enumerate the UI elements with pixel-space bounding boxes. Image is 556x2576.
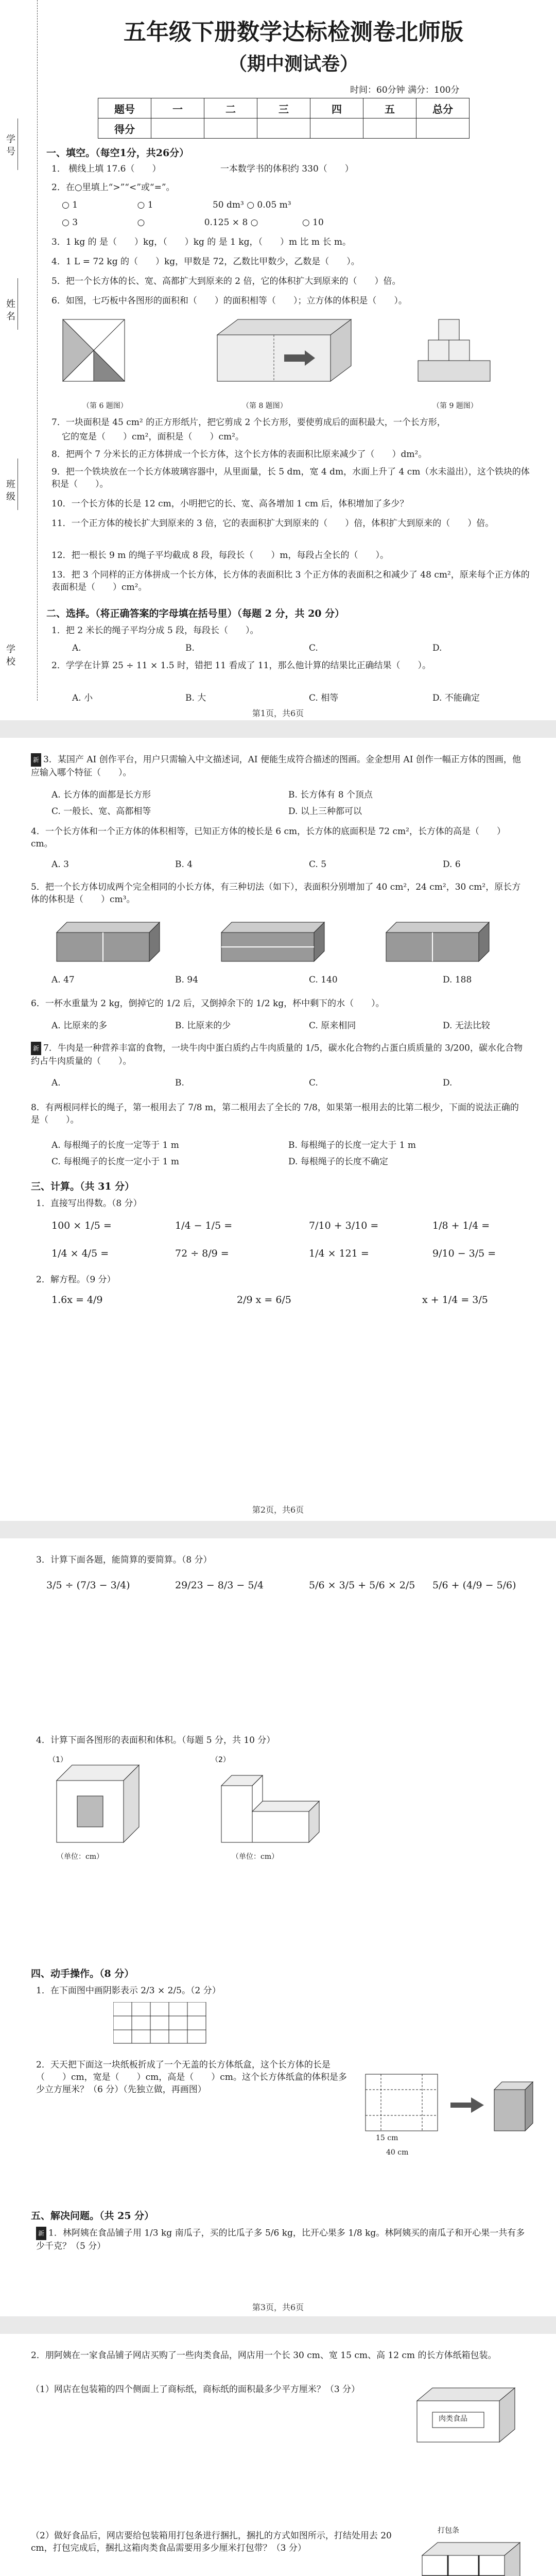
calc-item: 1/8 + 1/4 = <box>432 1220 490 1231</box>
question-text: 3．某国产 AI 创作平台，用户只需输入中文描述词，AI 便能生成符合描述的图画。金金想用 AI 创作一幅正方体的图画，他应输入哪个特征（ ）。 <box>31 754 521 778</box>
cube-with-hole-figure <box>48 1756 139 1842</box>
choice-option[interactable]: B. <box>185 643 195 653</box>
calc-item: 5/6 × 3/5 + 5/6 × 2/5 <box>309 1580 415 1591</box>
score-header: 二 <box>204 98 257 118</box>
calc-item: 1/4 × 121 = <box>309 1248 369 1259</box>
question-5: 5．把一个长方体的长、宽、高都扩大到原来的 2 倍，它的体积扩大到原来的（ ）倍。 <box>51 276 401 286</box>
equation: 1.6x = 4/9 <box>51 1294 103 1306</box>
strap-label: 打包条 <box>438 2527 459 2535</box>
choice-option[interactable]: B. 大 <box>185 693 206 703</box>
student-info-sidebar <box>0 0 38 701</box>
calc-1-title: 1．直接写出得数。（8 分） <box>36 1198 142 1209</box>
compare-item: ○ 1 <box>137 200 153 210</box>
question-12: 12．把一根长 9 m 的绳子平均截成 8 段，每段长（ ）m，每段占全长的（ ）。 <box>51 550 389 561</box>
l-shape-figure <box>211 1756 319 1842</box>
cuboid-cut-2 <box>221 922 324 961</box>
strapped-box-figure <box>417 2530 530 2576</box>
exam-title: 五年级下册数学达标检测卷北师版 <box>124 19 463 45</box>
choice-option[interactable]: C. <box>309 1078 318 1088</box>
choice-option[interactable]: D. 以上三种都可以 <box>288 806 362 817</box>
section-2-heading: 二、选择。（将正确答案的字母填在括号里）（每题 2 分，共 20 分） <box>46 608 345 619</box>
page-1 <box>0 0 556 720</box>
section-3-heading: 三、计算。（共 31 分） <box>31 1181 135 1192</box>
problem-1 <box>36 2227 530 2252</box>
score-header: 五 <box>363 98 416 118</box>
score-header: 总分 <box>416 98 470 118</box>
compare-item: 50 dm³ ○ 0.05 m³ <box>212 200 291 210</box>
cube-stack-figure <box>418 319 490 381</box>
question-1 <box>51 163 354 175</box>
question-2-row1 <box>62 199 291 211</box>
score-header: 四 <box>310 98 363 118</box>
score-header: 三 <box>257 98 310 118</box>
page-number: 第1页，共6页 <box>252 708 304 718</box>
cuboid-cut-3 <box>386 922 489 961</box>
choice-option[interactable]: B. <box>175 1078 184 1088</box>
choice-option[interactable]: C. <box>309 643 318 653</box>
choice-question-2: 2．学学在计算 25 ÷ 11 × 1.5 时，错把 11 看成了 11，那么他计算的结果比正确结果（ ）。 <box>51 660 431 671</box>
section-1-heading: 一、填空。（每空1分，共26分） <box>46 147 189 159</box>
calc-item: 5/6 + (4/9 − 5/6) <box>432 1580 516 1591</box>
figure-caption: （第 8 题图） <box>242 402 287 410</box>
page-2 <box>0 738 556 1521</box>
page-3 <box>0 1538 556 2316</box>
page-number: 第3页，共6页 <box>252 2302 304 2312</box>
new-badge: 新 <box>31 753 41 767</box>
unit-label: （单位：cm） <box>57 1853 104 1861</box>
question-10: 10．一个长方体的长是 12 cm，小明把它的长、宽、高各增加 1 cm 后，体积增加了多少？ <box>51 499 409 509</box>
score-cell[interactable] <box>151 118 204 139</box>
cuboid-figure <box>217 319 351 381</box>
question-8: 8．把两个 7 分米长的正方体拼成一个长方体，这个长方体的表面积比原来减少了（ ）dm²。 <box>51 449 427 460</box>
calc-item: 9/10 − 3/5 = <box>432 1248 496 1259</box>
question-part: 横线上填 17.6（ ） <box>68 164 161 174</box>
choice-question-7 <box>31 1042 525 1067</box>
calc-4-title: 4．计算下面各图形的表面积和体积。（每题 5 分，共 10 分） <box>36 1735 275 1745</box>
choice-option[interactable]: C. 一般长、宽、高都相等 <box>51 806 151 817</box>
choice-option[interactable]: A. <box>72 643 81 653</box>
question-text: 7．牛肉是一种营养丰富的食物，一块牛肉中蛋白质约占牛肉质量的 1/5，碳水化合物约占蛋白质质量的 3/200，碳水化合物约占牛肉质量的（ ）。 <box>31 1043 523 1066</box>
choice-question-3 <box>31 753 525 779</box>
new-badge: 新 <box>36 2227 46 2240</box>
cuboid-cut-1 <box>57 922 160 961</box>
choice-option[interactable]: D. <box>432 643 442 653</box>
side-label-id: 学号 <box>5 134 15 159</box>
choice-option[interactable]: A. 比原来的多 <box>51 1021 108 1031</box>
grid-cells <box>113 2002 206 2043</box>
box-label: 肉类食品 <box>439 2415 467 2423</box>
choice-option[interactable]: B. 94 <box>175 975 198 985</box>
page-gap <box>0 2316 556 2334</box>
side-line <box>18 459 19 510</box>
score-table <box>98 98 470 139</box>
calc-item: 3/5 ÷ (7/3 − 3/4) <box>46 1580 130 1591</box>
figure-caption: （第 9 题图） <box>432 402 478 410</box>
side-label-name: 姓名 <box>5 299 15 324</box>
shading-grid[interactable] <box>113 2002 216 2046</box>
choice-question-5: 5．把一个长方体切成两个完全相同的小长方体，有三种切法（如下），表面积分别增加了 40 cm²，24 cm²，30 cm²，原长方体的体积是（ ）cm³。 <box>31 882 521 905</box>
score-header: 一 <box>151 98 204 118</box>
page-number: 第2页，共6页 <box>252 1505 304 1515</box>
score-label: 得分 <box>98 118 151 139</box>
choice-option[interactable]: D. 188 <box>443 975 472 985</box>
question-2-row2 <box>62 216 324 229</box>
score-header-row <box>98 98 470 118</box>
page-4 <box>0 2334 556 2576</box>
calc-item: 1/4 × 4/5 = <box>51 1248 109 1259</box>
calc-item: 29/23 − 8/3 − 5/4 <box>175 1580 264 1591</box>
score-cell[interactable] <box>204 118 257 139</box>
side-label-class: 班级 <box>5 479 15 504</box>
cut-cuboids-figure <box>51 917 515 967</box>
page-gap <box>0 1521 556 1538</box>
calc-item: 1/4 − 1/5 = <box>175 1220 233 1231</box>
choice-option[interactable]: D. 不能确定 <box>432 693 480 703</box>
svg-text:（2）: （2） <box>211 1756 230 1764</box>
problem-2-part-1: （1）网店在包装箱的四个侧面上了商标纸，商标纸的面积最多少平方厘米？（3 分） <box>31 2384 360 2395</box>
question-9: 9．把一个铁块放在一个长方体玻璃容器中，从里面量，长 5 dm，宽 4 dm，水面上升了 4 cm（水未溢出），这个铁块的体积是（ ）。 <box>51 467 530 489</box>
question-number: 1． <box>51 164 66 174</box>
choice-option[interactable]: A. 长方体的面都是长方形 <box>51 790 151 800</box>
solid-figures <box>46 1755 335 1848</box>
choice-option[interactable]: A. 小 <box>72 693 93 703</box>
side-line <box>18 278 19 330</box>
equation: x + 1/4 = 3/5 <box>422 1294 488 1306</box>
question-7-cont: 它的宽是（ ）cm²，面积是（ ）cm²。 <box>62 432 244 442</box>
choice-option[interactable]: C. 原来相同 <box>309 1021 356 1031</box>
calc-2-title: 2．解方程。（9 分） <box>36 1275 116 1285</box>
side-line <box>18 118 19 170</box>
choice-option[interactable]: B. 4 <box>175 859 193 870</box>
box-figure <box>412 2380 525 2447</box>
problem-2-part-2: （2）做好食品后，网店要给包装箱用打包条进行捆扎，捆扎的方式如图所示，打结处用去 20 cm，打包完成后，捆扎这箱肉类食品需要用多少厘米打包带？（3 分） <box>31 2531 392 2553</box>
choice-question-8: 8．有两根同样长的绳子，第一根用去了 7/8 m，第二根用去了全长的 7/8，如果第一根用去的比第二根少，下面的说法正确的是（ ）。 <box>31 1103 519 1125</box>
compare-item: 0.125 × 8 ○ <box>204 217 258 228</box>
compare-item: ○ 10 <box>302 217 324 228</box>
score-cell[interactable] <box>416 118 470 139</box>
section-4-heading: 四、动手操作。（8 分） <box>31 1968 134 1979</box>
choice-option[interactable]: D. 无法比较 <box>443 1021 490 1031</box>
choice-question-6: 6．一杯水重量为 2 kg，倒掉它的 1/2 后，又倒掉余下的 1/2 kg，杯中剩下的水（ ）。 <box>31 998 385 1009</box>
question-part: 一本数学书的体积约 330（ ） <box>220 164 354 174</box>
question-2: 2．在○里填上“>”“<”或“=”。 <box>51 182 175 193</box>
calc-item: 72 ÷ 8/9 = <box>175 1248 229 1259</box>
choice-option[interactable]: A. 3 <box>51 859 69 870</box>
compare-item: ○ 1 <box>62 200 78 210</box>
choice-option[interactable]: D. 6 <box>443 859 461 870</box>
exam-subtitle: （期中测试卷） <box>228 53 358 75</box>
problem-2: 2．朋阿姨在一家食品铺子网店买购了一些肉类食品，网店用一个长 30 cm、宽 15 cm、高 12 cm 的长方体纸箱包装。 <box>31 2350 497 2361</box>
svg-text:（1）: （1） <box>48 1756 67 1764</box>
question-7: 7．一块面积是 45 cm² 的正方形纸片，把它剪成 2 个长方形，要使剪成后的面积最大，一个长方形， <box>51 417 446 428</box>
page-gap <box>0 720 556 738</box>
question-11: 11．一个正方体的棱长扩大到原来的 3 倍，它的表面积扩大到原来的（ ）倍，体积扩大到原来的（ ）倍。 <box>51 518 494 529</box>
choice-option[interactable]: C. 相等 <box>309 693 339 703</box>
dimension-label: 40 cm <box>386 2148 409 2157</box>
question-4: 4．1 L = 72 kg 的（ ）kg，甲数是 72，乙数比甲数少，乙数是（ ）。 <box>51 257 360 267</box>
operation-1: 1．在下面图中画阴影表示 2/3 × 2/5。（2 分） <box>36 1986 221 1996</box>
figure-caption: （第 6 题图） <box>82 402 128 410</box>
choice-option[interactable]: B. 长方体有 8 个顶点 <box>288 790 373 800</box>
question-3: 3．1 kg 的 是（ ）kg，（ ）kg 的 是 1 kg，（ ）m 比 m 长 m。 <box>51 237 351 247</box>
score-cell[interactable] <box>310 118 363 139</box>
choice-option[interactable]: C. 每根绳子的长度一定小于 1 m <box>51 1157 179 1167</box>
choice-question-4: 4．一个长方体和一个正方体的体积相等，已知正方体的棱长是 6 cm，长方体的底面积是 72 cm²，长方体的高是（ ）cm。 <box>31 826 506 849</box>
compare-item: ○ <box>137 217 145 228</box>
choice-question-1: 1．把 2 米长的绳子平均分成 5 段，每段长（ ）。 <box>51 625 259 636</box>
choice-option[interactable]: B. 比原来的少 <box>175 1021 231 1031</box>
choice-option[interactable]: C. 5 <box>309 859 327 870</box>
choice-option[interactable]: D. 每根绳子的长度不确定 <box>288 1157 388 1167</box>
choice-option[interactable]: A. 47 <box>51 975 75 985</box>
question-6: 6．如图，七巧板中各图形的面积和（ ）的面积相等（ ）；立方体的体积是（ ）。 <box>51 296 407 306</box>
choice-option[interactable]: C. 140 <box>309 975 338 985</box>
choice-option[interactable]: A. 每根绳子的长度一定等于 1 m <box>51 1140 179 1150</box>
question-13: 13．把 3 个同样的正方体拼成一个长方体，长方体的表面积比 3 个正方体的表面积之和减少了 48 cm²，原来每个正方体的表面积是（ ）cm²。 <box>51 570 530 592</box>
exam-meta: 时间：60分钟 满分：100分 <box>350 85 460 95</box>
equation: 2/9 x = 6/5 <box>237 1294 291 1306</box>
calc-item: 7/10 + 3/10 = <box>309 1220 379 1231</box>
score-cell[interactable] <box>257 118 310 139</box>
choice-option[interactable]: D. <box>443 1078 453 1088</box>
calc-3-title: 3．计算下面各题，能简算的要简算。（8 分） <box>36 1555 212 1565</box>
side-label-school: 学校 <box>5 644 15 669</box>
score-cell[interactable] <box>363 118 416 139</box>
dimension-label: 15 cm <box>376 2134 398 2142</box>
question-figures <box>58 314 521 397</box>
new-badge: 新 <box>31 1042 41 1055</box>
tangram-figure <box>63 319 125 381</box>
question-text: 1．林阿姨在食品铺子用 1/3 kg 南瓜子，买的比瓜子多 5/6 kg，比开心果多 1/8 kg。林阿姨买的南瓜子和开心果一共有多少千克？（5 分） <box>36 2228 525 2251</box>
compare-item: ○ 3 <box>62 217 78 228</box>
section-5-heading: 五、解决问题。（共 25 分） <box>31 2210 154 2222</box>
score-header: 题号 <box>98 98 151 118</box>
unit-label: （单位：cm） <box>232 1853 279 1861</box>
choice-option[interactable]: A. <box>51 1078 61 1088</box>
operation-2: 2．天天把下面这一块纸板折成了一个无盖的长方体纸盒，这个长方体的长是（ ）cm，宽是（ ）cm，高是（ ）cm。这个长方体纸盒的体积是多少立方厘米？（6 分）（先独立做，再画图） <box>36 2060 347 2095</box>
choice-option[interactable]: B. 每根绳子的长度一定大于 1 m <box>288 1140 416 1150</box>
calc-item: 100 × 1/5 = <box>51 1220 112 1231</box>
score-value-row <box>98 118 470 139</box>
